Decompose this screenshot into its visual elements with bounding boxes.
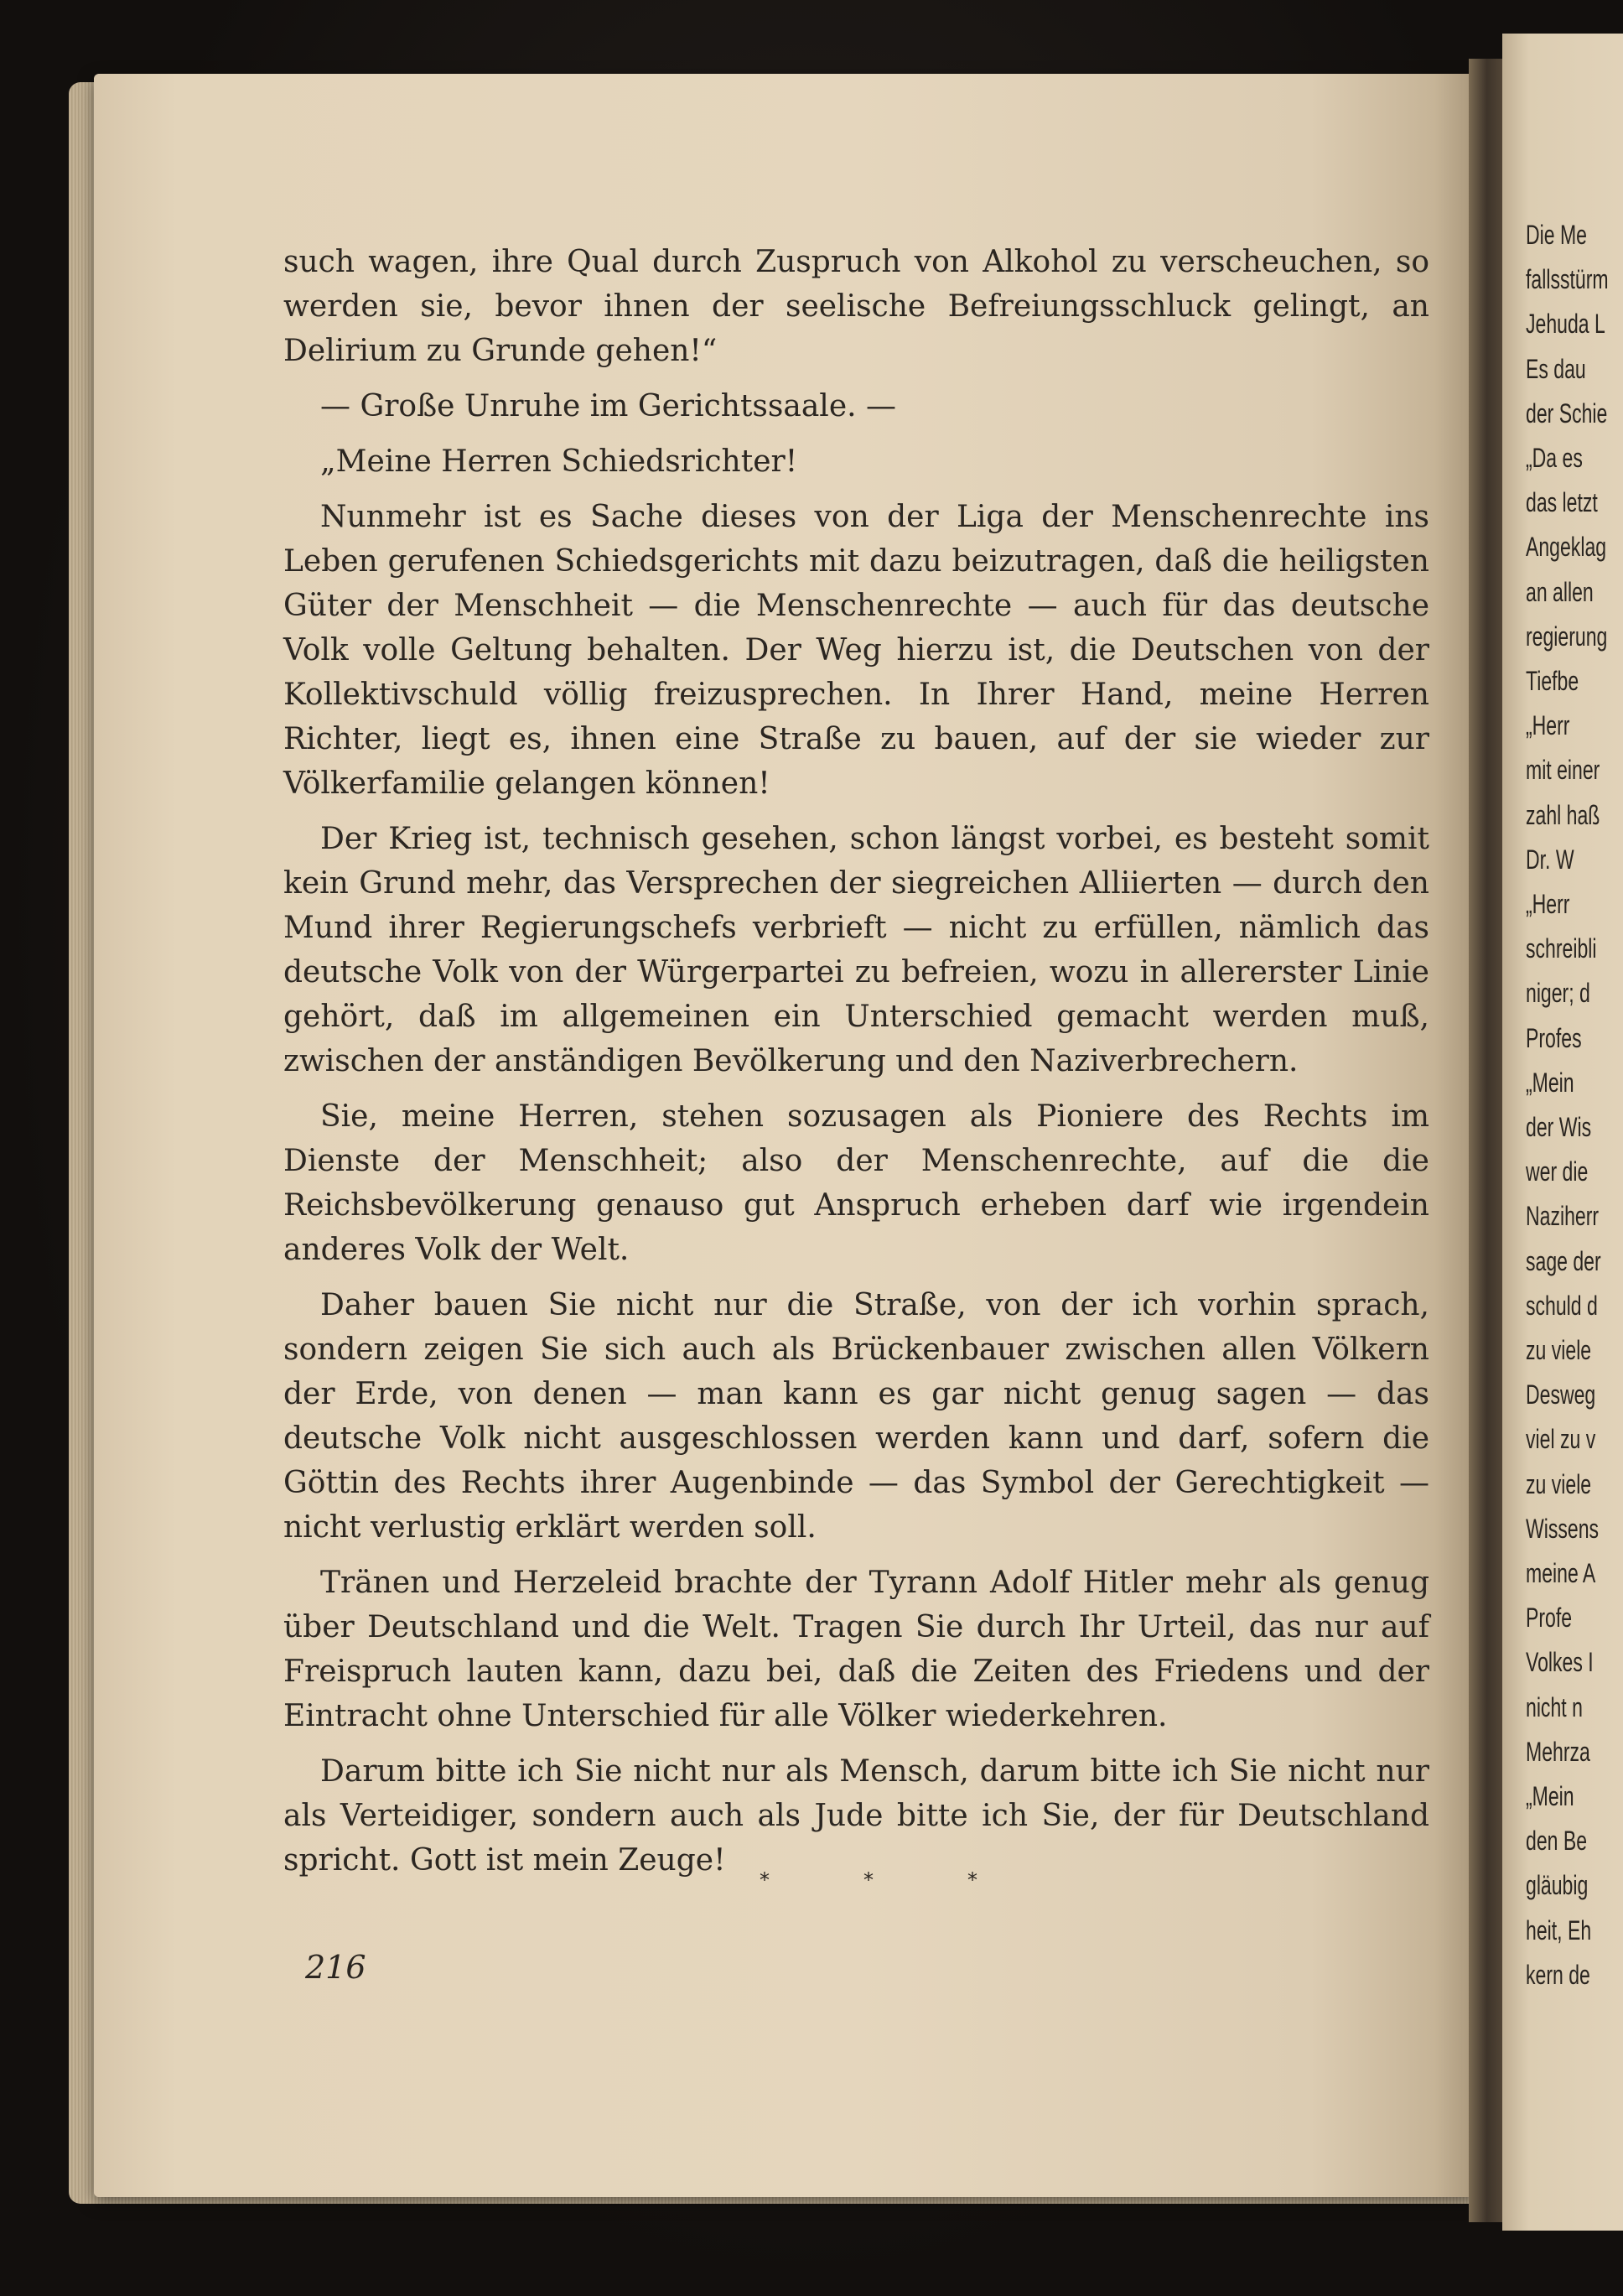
right-page-line: Es dau (1526, 353, 1586, 384)
right-page-line: Naziherr (1526, 1201, 1600, 1232)
page-number: 216 (305, 1949, 366, 1986)
separator-star: * (863, 1868, 874, 1892)
right-page-line: heit, Eh (1526, 1914, 1592, 1945)
right-page-line: mit einer (1526, 755, 1600, 786)
right-page-line: schreibli (1526, 933, 1597, 964)
right-page-line: nicht n (1526, 1691, 1583, 1722)
paragraph: „Meine Herren Schiedsrichter! (320, 444, 798, 479)
right-page-line: das letzt (1526, 487, 1598, 518)
separator-star: * (760, 1868, 770, 1892)
right-page-line: „Mein (1526, 1067, 1574, 1098)
right-page-line: Wissens (1526, 1513, 1600, 1544)
right-page-line: Jehuda L (1526, 309, 1605, 340)
right-page-line: den Be (1526, 1826, 1588, 1857)
right-page-line: der Wis (1526, 1112, 1592, 1142)
right-page-line: kern de (1526, 1959, 1590, 1990)
paragraph: Daher bauen Sie nicht nur die Straße, von der ich vorhin sprach, sondern zeigen Sie sich auch als Brückenbauer zwischen allen Völkern der Erde, von denen — man kann es gar nicht genug sagen — das deutsche Volk nicht ausgeschlossen werden kann und darf, sofern die Göttin des Rechts ihrer Augenbinde — das Symbol der Gerechtigkeit — nicht verlustig erklärt werden soll. (283, 1288, 1429, 1545)
right-page-line: niger; d (1526, 978, 1590, 1009)
right-page-line: regierung (1526, 621, 1608, 652)
body-text (283, 240, 1429, 1893)
right-page-line: Profes (1526, 1022, 1582, 1053)
right-page-line: Dr. W (1526, 844, 1574, 875)
right-page-line: „Mein (1526, 1781, 1574, 1811)
right-page-line: fallsstürm (1526, 264, 1609, 295)
right-page-line: „Da es (1526, 443, 1583, 473)
right-page-line: zahl haß (1526, 799, 1600, 830)
right-page-line: Desweg (1526, 1379, 1596, 1410)
paragraph: — Große Unruhe im Gerichtssaale. — (320, 389, 897, 423)
paragraph: Sie, meine Herren, stehen sozusagen als Pioniere des Rechts im Dienste der Menschheit; also der Menschenrechte, auf die die Reichsbevölkerung genauso gut Anspruch erheben darf wie irgendein anderes Volk der Welt. (283, 1099, 1429, 1267)
separator-star: * (967, 1868, 977, 1892)
right-page-line: „Herr (1526, 889, 1570, 919)
right-page-line: zu viele (1526, 1335, 1592, 1365)
right-page-line: an allen (1526, 576, 1594, 607)
paragraph: Tränen und Herzeleid brachte der Tyrann Adolf Hitler mehr als genug über Deutschland und die Welt. Tragen Sie durch Ihr Urteil, das nur auf Freispruch lauten kann, dazu bei, daß die Zeiten des Friedens und der Eintracht ohne Unterschied für alle Völker wiederkehren. (283, 1566, 1429, 1733)
paragraph: Der Krieg ist, technisch gesehen, schon längst vorbei, es besteht somit kein Grund mehr, das Versprechen der siegreichen Alliierten — durch den Mund ihrer Regierungschefs verbrieft — nicht zu erfüllen, nämlich das deutsche Volk von der Würgerpartei zu befreien, wozu in allererster Linie gehört, daß im allgemeinen ein Unterschied gemacht werden muß, zwischen der anständigen Bevölkerung und den Naziverbrechern. (283, 822, 1429, 1078)
right-page-line: Volkes I (1526, 1647, 1594, 1678)
right-page-line: „Herr (1526, 710, 1570, 741)
right-page-line: zu viele (1526, 1468, 1592, 1499)
paragraph: such wagen, ihre Qual durch Zuspruch von Alkohol zu verscheuchen, so werden sie, bevor ihnen der seelische Befreiungsschluck gelingt, an Delirium zu Grunde gehen!“ (283, 245, 1429, 368)
right-page-line: Die Me (1526, 220, 1587, 250)
paragraph: Nunmehr ist es Sache dieses von der Liga der Menschenrechte ins Leben gerufenen Schiedsgerichts mit dazu beizutragen, daß die heiligsten Güter der Menschheit — die Menschenrechte — auch für das deutsche Volk volle Geltung behalten. Der Weg hierzu ist, die Deutschen von der Kollektivschuld völlig freizusprechen. In Ihrer Hand, meine Herren Richter, liegt es, ihnen eine Straße zu bauen, auf der sie wieder zur Völkerfamilie gelangen können! (283, 500, 1429, 801)
right-page-line: wer die (1526, 1156, 1589, 1187)
right-page-line: der Schie (1526, 397, 1608, 429)
right-page-line: sage der (1526, 1245, 1601, 1276)
right-page-line: meine A (1526, 1558, 1596, 1588)
right-page-line: Mehrza (1526, 1736, 1590, 1767)
right-page-line: viel zu v (1526, 1424, 1596, 1455)
right-page-line: gläubig (1526, 1870, 1589, 1901)
paragraph: Darum bitte ich Sie nicht nur als Mensch, darum bitte ich Sie nicht nur als Verteidiger, sondern auch als Jude bitte ich Sie, der für Deutschland spricht. Gott ist mein Zeuge! (283, 1754, 1429, 1878)
right-page (1502, 34, 1623, 2231)
right-page-line: Profe (1526, 1603, 1573, 1634)
right-page-line: Angeklag (1526, 532, 1607, 563)
section-separator (754, 1868, 1006, 1902)
right-page-line: schuld d (1526, 1290, 1598, 1321)
right-page-line: Tiefbe (1526, 666, 1579, 696)
